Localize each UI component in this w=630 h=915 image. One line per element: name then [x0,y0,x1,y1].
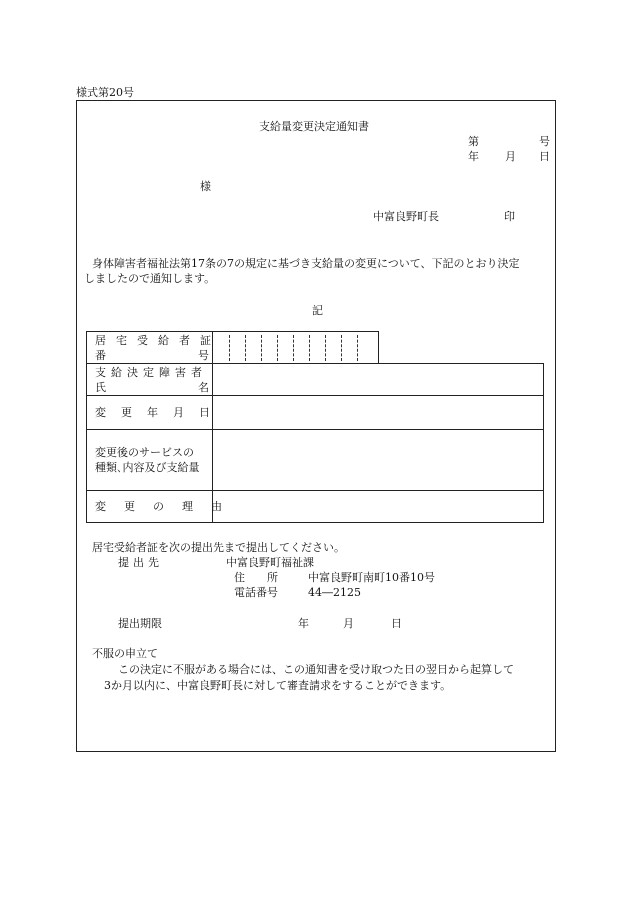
change-date-label: 変更年月日 [95,406,225,419]
digit-divider [293,335,294,361]
recipient-suffix: 様 [200,180,211,193]
deadline-label: 提出期限 [118,617,162,630]
digit-divider [357,335,358,361]
date-year: 年 [468,150,479,163]
service-label-2: 種類､内容及び支給量 [95,461,200,474]
digit-divider [261,335,262,361]
recipient-name-field[interactable] [212,363,544,396]
reason-field[interactable] [212,490,544,523]
issuer-name: 中富良野町長 [373,210,439,223]
cert-number-label: 居宅受給者証 [95,334,221,347]
service-label-1: 変更後のサービスの [95,446,194,459]
cert-number-label-2: 番 号 [95,349,209,362]
address-value: 中富良野町南町10番10号 [308,571,435,584]
cert-number-label-cell [86,331,221,364]
body-line-2: しましたので通知します。 [84,272,216,285]
document-title: 支給量変更決定通知書 [259,120,369,133]
seal-mark: 印 [504,210,515,223]
cert-number-field[interactable] [212,331,379,364]
digit-divider [277,335,278,361]
recipient-name-label-2: 氏 名 [95,381,209,394]
destination-value: 中富良野町福祉課 [226,556,314,569]
doc-no-prefix: 第 [468,135,479,148]
appeal-heading: 不服の申立て [92,647,158,660]
phone-label: 電話番号 [234,586,278,599]
reason-label-cell [86,490,240,523]
deadline-year: 年 [298,617,309,630]
change-date-label-cell [86,395,225,430]
service-field[interactable] [212,429,544,491]
digit-divider [229,335,230,361]
digit-divider [341,335,342,361]
recipient-name-label-cell [86,363,213,396]
date-day: 日 [539,150,550,163]
phone-value: 44―2125 [308,586,361,599]
recipient-name-label: 支給決定障害者 [95,366,207,379]
deadline-day: 日 [391,617,402,630]
details-table [86,331,544,523]
appeal-line-1: この決定に不服がある場合には、この通知書を受け取つた日の翌日から起算して [118,663,514,676]
submission-instruction: 居宅受給者証を次の提出先まで提出してください。 [92,541,345,554]
appeal-line-2: 3か月以内に、中富良野町長に対して審査請求をすることができます。 [104,679,452,692]
date-month: 月 [505,150,516,163]
ki-heading: 記 [312,304,323,317]
digit-divider [309,335,310,361]
doc-no-suffix: 号 [539,135,550,148]
change-date-field[interactable] [212,395,544,430]
destination-label: 提出先 [118,556,163,569]
service-label-cell [86,429,213,491]
digit-divider [325,335,326,361]
body-line-1: 身体障害者福祉法第17条の7の規定に基づき支給量の変更について、下記のとおり決定 [92,257,520,270]
digit-divider [245,335,246,361]
form-number: 様式第20号 [76,86,134,99]
reason-label: 変更の理由 [95,500,240,513]
deadline-month: 月 [343,617,354,630]
address-label: 住 所 [234,571,278,584]
